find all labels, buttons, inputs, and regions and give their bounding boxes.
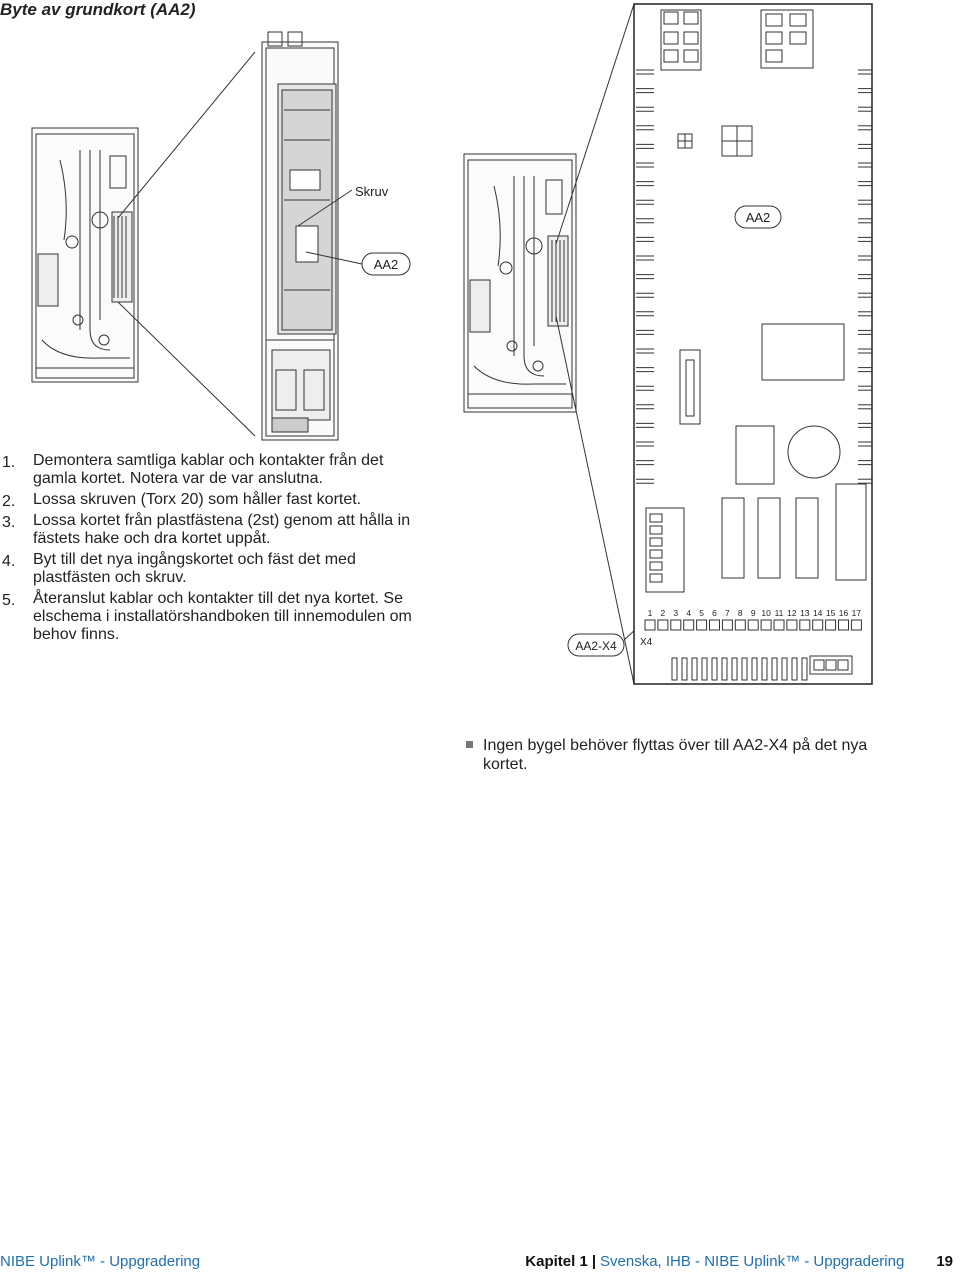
page-title: Byte av grundkort (AA2) [0, 0, 196, 19]
terminal-number: 6 [712, 608, 717, 618]
footer-chapter: Kapitel 1 [525, 1253, 588, 1270]
step-5 [0, 590, 430, 644]
callout-line-right-top [556, 4, 634, 244]
terminal-number: 10 [761, 608, 771, 618]
terminal-number: 15 [825, 608, 836, 618]
step-number: 3. [2, 514, 16, 531]
callout-line-right-bottom [556, 316, 634, 684]
callout-line-left-bottom [118, 302, 255, 436]
step-1 [0, 452, 430, 488]
instruction-steps [0, 452, 430, 647]
page-footer [0, 1251, 960, 1271]
step-number: 4. [2, 553, 16, 570]
footer-left-text: NIBE Uplink™ - Uppgradering [0, 1253, 201, 1270]
terminal-number: 1 [647, 608, 653, 618]
label-aa2-board: AA2 [745, 210, 771, 225]
step-text: Demontera samtliga kablar och kontakter från det gamla kortet. Notera var de var anslutna. [33, 452, 384, 487]
aa2-board [634, 4, 872, 684]
callout-line-left-top [118, 52, 255, 218]
label-x4: X4 [640, 637, 653, 648]
page-number: 19 [936, 1253, 953, 1270]
label-skruv: Skruv [355, 184, 389, 199]
note [466, 736, 896, 774]
terminal-number: 16 [838, 608, 849, 618]
note-text: Ingen bygel behöver flyttas över till AA2-X4 på det nya kortet. [483, 737, 868, 773]
terminal-number: 8 [737, 608, 743, 618]
terminal-number: 13 [800, 608, 810, 618]
step-text: Byt till det nya ingångskortet och fäst det med plastfästen och skruv. [33, 551, 356, 586]
terminal-number: 12 [787, 608, 797, 618]
terminal-number: 4 [686, 608, 692, 618]
terminal-number: 7 [725, 608, 730, 618]
label-aa2-x4: AA2-X4 [575, 639, 617, 653]
footer-right [525, 1253, 953, 1270]
terminal-number: 5 [699, 608, 704, 618]
bullet-icon [466, 741, 473, 748]
step-4 [0, 551, 430, 587]
step-3 [0, 512, 430, 548]
step-number: 2. [2, 493, 16, 510]
terminal-number: 2 [660, 608, 666, 618]
indoor-unit-open [262, 32, 338, 440]
label-aa2-left: AA2 [373, 257, 399, 272]
terminal-number: 3 [673, 608, 679, 618]
terminal-number: 9 [750, 608, 756, 618]
step-text: Lossa kortet från plastfästena (2st) genom att hålla in fästets hake och dra kortet uppåt. [33, 512, 411, 547]
terminal-number: 14 [812, 608, 823, 618]
terminal-number: 17 [851, 608, 862, 618]
step-text: Återanslut kablar och kontakter till det nya kortet. Se elschema i installatörshandboken till innemodulen om behov finns. [33, 590, 412, 643]
step-text: Lossa skruven (Torx 20) som håller fast kortet. [33, 491, 362, 508]
terminal-number: 11 [774, 608, 784, 618]
indoor-unit-left [32, 128, 138, 382]
step-number: 1. [2, 454, 16, 471]
step-2 [0, 491, 430, 509]
indoor-unit-right [464, 154, 576, 412]
step-number: 5. [2, 592, 16, 609]
footer-right-text: Svenska, IHB - NIBE Uplink™ - Uppgradering [600, 1253, 905, 1270]
footer-separator: | [591, 1253, 597, 1270]
